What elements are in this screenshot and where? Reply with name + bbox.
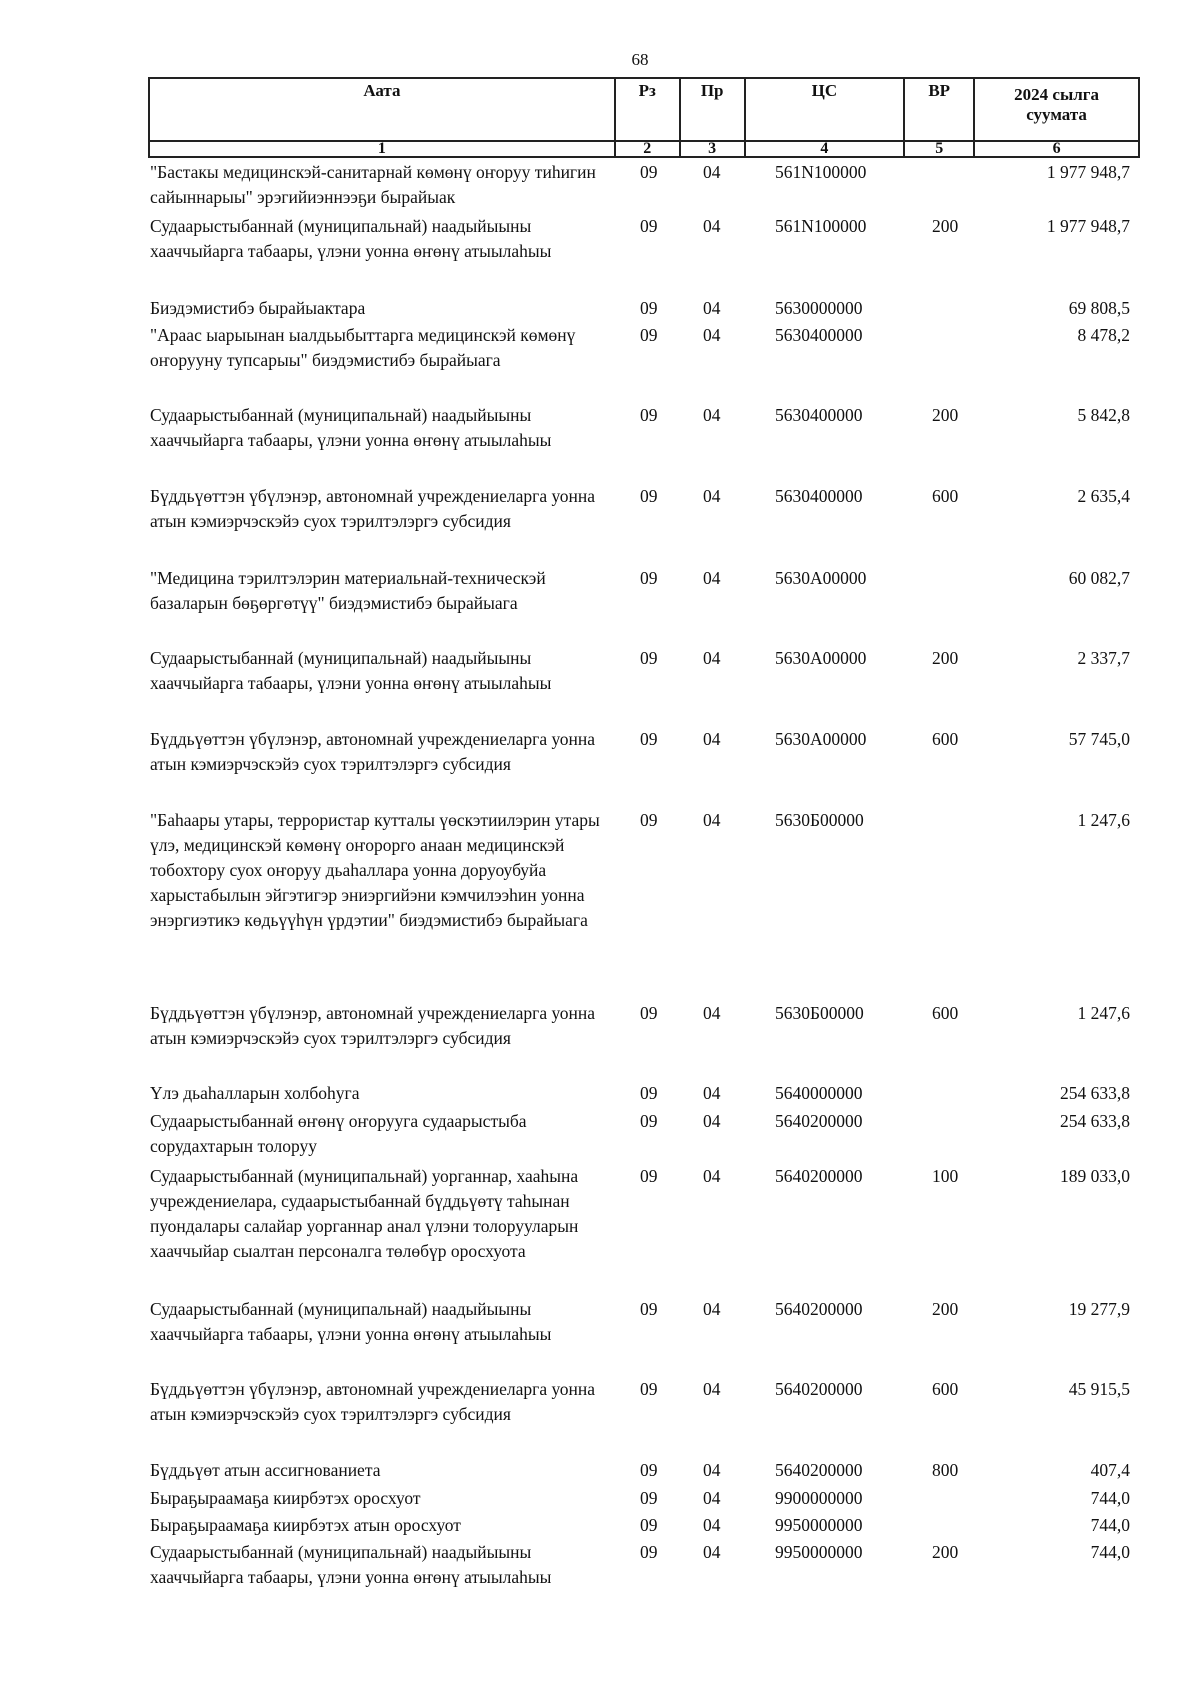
header-vr: ВР	[904, 78, 974, 141]
row-rz: 09	[640, 1111, 658, 1131]
row-pr: 04	[703, 1299, 721, 1319]
row-sum: 57 745,0	[1068, 729, 1130, 749]
row-pr: 04	[703, 648, 721, 668]
row-rz: 09	[640, 486, 658, 506]
row-sum: 1 977 948,7	[1046, 216, 1130, 236]
row-pr: 04	[703, 405, 721, 425]
row-sum: 744,0	[1090, 1515, 1130, 1535]
header-number: 5	[904, 141, 974, 157]
row-cs: 9900000000	[775, 1488, 863, 1508]
page-number: 68	[631, 50, 649, 69]
row-name: Бүддьүөттэн үбүлэнэр, автономнай учреждениеларга уонна атын кэмиэрчэскэйэ суох тэрилтэлэргэ субсидия	[150, 729, 596, 774]
row-name: Судаарыстыбаннай өҥөнү оҥорууга судаарыстыба сорудахтарын толоруу	[150, 1111, 527, 1156]
row-cs: 9950000000	[775, 1542, 863, 1562]
row-name: Биэдэмистибэ бырайыактара	[150, 298, 366, 318]
row-sum: 2 337,7	[1077, 648, 1130, 668]
header-number: 2	[615, 141, 680, 157]
row-rz: 09	[640, 1299, 658, 1319]
row-sum: 1 247,6	[1077, 1003, 1130, 1023]
row-cs: 5640000000	[775, 1083, 863, 1103]
header-number: 3	[680, 141, 745, 157]
row-pr: 04	[703, 810, 721, 830]
row-rz: 09	[640, 1003, 658, 1023]
header-number: 1	[149, 141, 615, 157]
row-name: Судаарыстыбаннай (муниципальнай) наадыйыыны хааччыйарга табаары, үлэни уонна өҥөнү атыылаһыы	[150, 1299, 552, 1344]
row-rz: 09	[640, 216, 658, 236]
row-rz: 09	[640, 1460, 658, 1480]
row-pr: 04	[703, 1003, 721, 1023]
row-sum: 407,4	[1090, 1460, 1130, 1480]
row-pr: 04	[703, 729, 721, 749]
row-cs: 5630400000	[775, 405, 863, 425]
row-rz: 09	[640, 1083, 658, 1103]
row-rz: 09	[640, 1166, 658, 1186]
row-rz: 09	[640, 298, 658, 318]
header-name: Аата	[149, 78, 615, 141]
row-vr: 200	[932, 405, 959, 425]
row-vr: 200	[932, 216, 959, 236]
header-pr: Пр	[680, 78, 745, 141]
row-cs: 9950000000	[775, 1515, 863, 1535]
header-number: 4	[745, 141, 905, 157]
row-sum: 254 633,8	[1060, 1083, 1130, 1103]
row-rz: 09	[640, 1542, 658, 1562]
row-name: Бүддьүөттэн үбүлэнэр, автономнай учреждениеларга уонна атын кэмиэрчэскэйэ суох тэрилтэлэргэ субсидия	[150, 1379, 596, 1424]
row-cs: 5630А00000	[775, 729, 867, 749]
row-vr: 200	[932, 648, 959, 668]
row-name: Судаарыстыбаннай (муниципальнай) наадыйыыны хааччыйарга табаары, үлэни уонна өҥөнү атыылаһыы	[150, 1542, 552, 1587]
row-sum: 45 915,5	[1068, 1379, 1130, 1399]
row-rz: 09	[640, 729, 658, 749]
row-sum: 2 635,4	[1077, 486, 1130, 506]
row-vr: 600	[932, 1379, 959, 1399]
row-rz: 09	[640, 648, 658, 668]
row-rz: 09	[640, 162, 658, 182]
row-rz: 09	[640, 405, 658, 425]
row-rz: 09	[640, 1515, 658, 1535]
row-pr: 04	[703, 216, 721, 236]
row-sum: 744,0	[1090, 1488, 1130, 1508]
row-cs: 5640200000	[775, 1166, 863, 1186]
row-cs: 5630400000	[775, 325, 863, 345]
row-vr: 600	[932, 486, 959, 506]
row-sum: 744,0	[1090, 1542, 1130, 1562]
row-rz: 09	[640, 810, 658, 830]
row-name: Судаарыстыбаннай (муниципальнай) уорганнар, хааһына учреждениелара, судаарыстыбаннай бүддьүөтү таһынан пуондалары салайар уорганнар анал үлэни толорууларын хааччыйар сыалтан персоналга төлөбүр оросхуота	[150, 1166, 579, 1261]
row-name: "Араас ыарыынан ыалдьыбыттарга медицинскэй көмөнү оҥорууну тупсарыы" биэдэмистибэ бырайыага	[150, 325, 576, 370]
header-cs: ЦС	[745, 78, 905, 141]
row-name: "Баһаары утары, террористар кутталы үөскэтиилэрин утары үлэ, медицинскэй көмөнү оҥорорго анаан медицинскэй тобохтору суох оҥоруу дьаһаллара уонна доруоубуйа харыстабылын эйгэтигэр эниэргийэни кэмчилээһин уонна энэргиэтикэ көдьүүһүн үрдэтии" биэдэмистибэ бырайыага	[150, 810, 600, 930]
row-pr: 04	[703, 162, 721, 182]
row-rz: 09	[640, 568, 658, 588]
row-cs: 5630А00000	[775, 648, 867, 668]
row-pr: 04	[703, 1542, 721, 1562]
row-cs: 561N100000	[775, 162, 867, 182]
row-vr: 600	[932, 729, 959, 749]
row-cs: 5640200000	[775, 1111, 863, 1131]
row-pr: 04	[703, 298, 721, 318]
header-number: 6	[974, 141, 1139, 157]
row-cs: 5640200000	[775, 1460, 863, 1480]
row-pr: 04	[703, 1379, 721, 1399]
row-name: "Бастакы медицинскэй-санитарнай көмөнү оҥоруу тиһигин сайыннарыы" эрэгийиэннээҕи бырайыак	[150, 162, 596, 207]
row-pr: 04	[703, 1460, 721, 1480]
row-name: Судаарыстыбаннай (муниципальнай) наадыйыыны хааччыйарга табаары, үлэни уонна өҥөнү атыылаһыы	[150, 648, 552, 693]
row-vr: 800	[932, 1460, 959, 1480]
row-sum: 1 977 948,7	[1046, 162, 1130, 182]
row-vr: 200	[932, 1542, 959, 1562]
row-vr: 100	[932, 1166, 959, 1186]
row-vr: 200	[932, 1299, 959, 1319]
row-cs: 5630400000	[775, 486, 863, 506]
row-sum: 1 247,6	[1077, 810, 1130, 830]
row-sum: 189 033,0	[1060, 1166, 1130, 1186]
row-name: Быраҕыраамаҕа киирбэтэх оросхуот	[150, 1488, 421, 1508]
row-sum: 19 277,9	[1068, 1299, 1130, 1319]
row-pr: 04	[703, 1166, 721, 1186]
row-name: Бүддьүөттэн үбүлэнэр, автономнай учреждениеларга уонна атын кэмиэрчэскэйэ суох тэрилтэлэргэ субсидия	[150, 1003, 596, 1048]
row-pr: 04	[703, 1111, 721, 1131]
row-pr: 04	[703, 1515, 721, 1535]
row-name: Быраҕыраамаҕа киирбэтэх атын оросхуот	[150, 1515, 461, 1535]
row-pr: 04	[703, 1488, 721, 1508]
table-header	[148, 77, 1140, 158]
row-sum: 254 633,8	[1060, 1111, 1130, 1131]
row-rz: 09	[640, 1488, 658, 1508]
header-sum: 2024 сылга суумата	[974, 78, 1139, 141]
row-name: "Медицина тэрилтэлэрин материальнай-техническэй базаларын бөҕөргөтүү" биэдэмистибэ бырайыага	[150, 568, 546, 613]
row-rz: 09	[640, 325, 658, 345]
row-name: Бүддьүөттэн үбүлэнэр, автономнай учреждениеларга уонна атын кэмиэрчэскэйэ суох тэрилтэлэргэ субсидия	[150, 486, 596, 531]
row-pr: 04	[703, 325, 721, 345]
row-name: Судаарыстыбаннай (муниципальнай) наадыйыыны хааччыйарга табаары, үлэни уонна өҥөнү атыылаһыы	[150, 405, 552, 450]
row-cs: 5630А00000	[775, 568, 867, 588]
row-name: Бүддьүөт атын ассигнованиета	[150, 1460, 381, 1480]
row-pr: 04	[703, 568, 721, 588]
row-cs: 5640200000	[775, 1379, 863, 1399]
row-sum: 5 842,8	[1077, 405, 1130, 425]
row-name: Үлэ дьаһалларын холбоһуга	[150, 1083, 360, 1103]
row-sum: 69 808,5	[1068, 298, 1130, 318]
row-cs: 5630000000	[775, 298, 863, 318]
row-rz: 09	[640, 1379, 658, 1399]
row-sum: 60 082,7	[1068, 568, 1130, 588]
row-cs: 561N100000	[775, 216, 867, 236]
row-pr: 04	[703, 486, 721, 506]
header-rz: Рз	[615, 78, 680, 141]
row-vr: 600	[932, 1003, 959, 1023]
row-name: Судаарыстыбаннай (муниципальнай) наадыйыыны хааччыйарга табаары, үлэни уонна өҥөнү атыылаһыы	[150, 216, 552, 261]
row-cs: 5640200000	[775, 1299, 863, 1319]
row-sum: 8 478,2	[1077, 325, 1130, 345]
row-cs: 5630Б00000	[775, 1003, 864, 1023]
row-pr: 04	[703, 1083, 721, 1103]
row-cs: 5630Б00000	[775, 810, 864, 830]
